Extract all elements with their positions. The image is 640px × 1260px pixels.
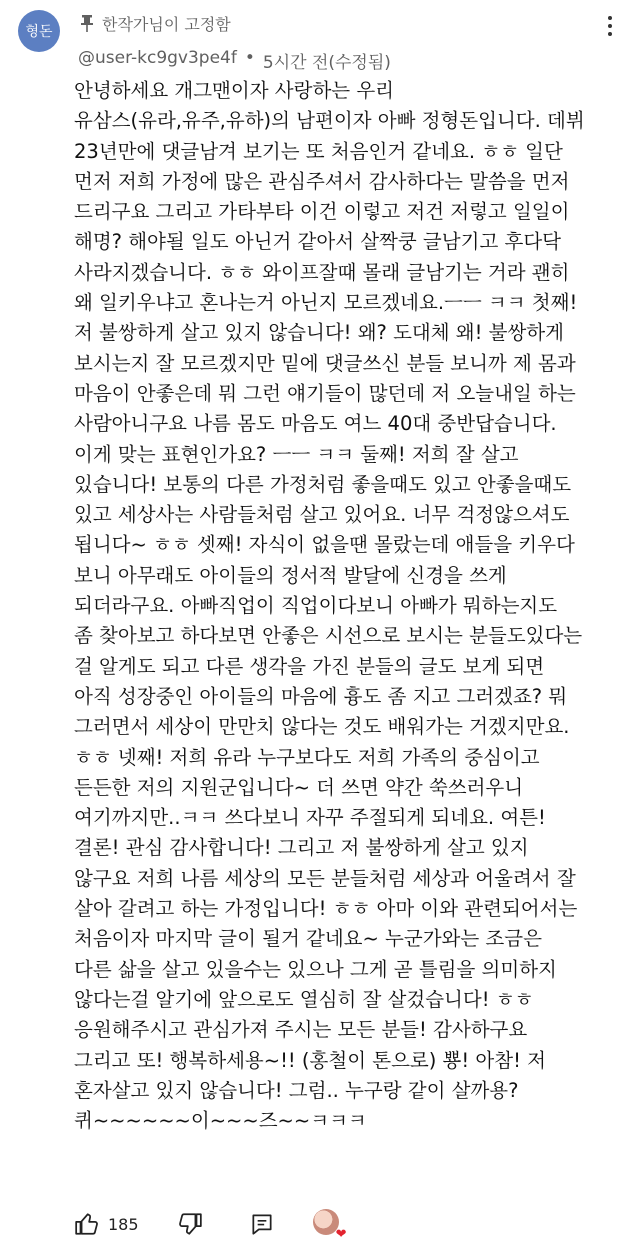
like-count: 185 — [108, 1214, 139, 1234]
comment-line: 처음이자 마지막 글이 될거 같네요~ 누군가와는 조금은 — [74, 927, 542, 951]
comment-line: 살아 갈려고 하는 가정입니다! ㅎㅎ 아마 이와 관련되어서는 — [74, 897, 578, 921]
comment-line: 아직 성장중인 아이들의 마음에 흉도 좀 지고 그러겠죠? 뭐 — [74, 684, 568, 708]
comment-line: 여기까지만..ㅋㅋ 쓰다보니 자꾸 주절되게 되네요. 여튼! — [74, 806, 546, 830]
more-vert-icon[interactable] — [598, 12, 622, 40]
comment-line: 퀴~~~~~~이~~~즈~~ㅋㅋㅋ — [74, 1109, 367, 1133]
comment-line: 안녕하세요 개그맨이자 사랑하는 우리 — [74, 79, 394, 102]
comment-line: 그러면서 세상이 만만치 않다는 것도 배워가는 거겠지만요. — [74, 715, 570, 739]
comment-line: 저 불쌍하게 살고 있지 않습니다! 왜? 도대체 왜! 불쌍하게 — [74, 321, 564, 345]
comment-actions — [74, 1208, 347, 1242]
comment-line: 사라지겠습니다. ㅎㅎ 와이프잘때 몰래 글남기는 거라 괜히 — [74, 260, 570, 284]
comment-body — [74, 76, 624, 1136]
like-button[interactable] — [74, 1211, 177, 1237]
comment-time: 5시간 전(수정됨) — [262, 53, 391, 73]
dislike-button[interactable] — [177, 1211, 203, 1237]
comment-line: 응원해주시고 관심가져 주시는 모든 분들! 감사하구요 — [74, 1018, 528, 1042]
comment-line: 왜 일키우냐고 혼나는거 아닌지 모르겠네요.ㅡㅡ ㅋㅋ 첫째! — [74, 291, 578, 315]
thumbs-down-icon — [177, 1211, 203, 1237]
comment-line: 보니 아무래도 아이들의 정서적 발달에 신경을 쓰게 — [74, 563, 507, 587]
comment-line: 유삼스(유라,유주,유하)의 남편이자 아빠 정형돈입니다. 데뷔 — [74, 109, 585, 133]
comment-meta — [78, 48, 391, 73]
comment-line: 드리구요 그리고 가타부타 이건 이렇고 저건 저렇고 일일이 — [74, 200, 570, 224]
pin-icon — [80, 14, 94, 32]
pinned-indicator — [80, 12, 231, 34]
meta-separator: • — [244, 48, 255, 68]
thumbs-up-icon — [74, 1211, 100, 1237]
comment-line: 먼저 저희 가정에 많은 관심주셔서 감사하다는 말씀을 먼저 — [74, 169, 570, 193]
comment-line: 않다는걸 알기에 앞으로도 열심히 잘 살겄습니다! ㅎㅎ — [74, 987, 534, 1011]
comment-line: ㅎㅎ 넷째! 저희 유라 누구보다도 저희 가족의 중심이고 — [74, 745, 540, 769]
comment-line: 사람아니구요 나름 몸도 마음도 여느 40대 중반답습니다. — [74, 412, 557, 436]
reply-icon — [249, 1211, 275, 1237]
comment-line: 그리고 또! 행복하세용~!! (홍철이 톤으로) 뿅! 아참! 저 — [74, 1048, 546, 1072]
comment-line: 23년만에 댓글남겨 보기는 또 처음인거 같네요. ㅎㅎ 일단 — [74, 139, 563, 163]
comment-line: 보시는지 잘 모르겠지만 밑에 댓글쓰신 분들 보니까 제 몸과 — [74, 351, 576, 375]
creator-heart-icon — [313, 1209, 347, 1242]
heart-icon: ❤ — [335, 1227, 347, 1242]
comment-line: 걸 알게도 되고 다른 생각을 가진 분들의 글도 보게 되면 — [74, 654, 545, 678]
comment-line: 있고 세상사는 사람들처럼 살고 있어요. 너무 걱정않으셔도 — [74, 503, 570, 527]
comment-line: 있습니다! 보통의 다른 가정처럼 좋을때도 있고 안좋을때도 — [74, 472, 572, 496]
comment-line: 이게 맞는 표현인가요? ㅡㅡ ㅋㅋ 둘째! 저희 잘 살고 — [74, 442, 519, 466]
reply-button[interactable] — [249, 1211, 275, 1237]
comment-line: 않구요 저희 나름 세상의 모든 분들처럼 세상과 어울려서 잘 — [74, 866, 576, 890]
comment-line: 좀 찾아보고 하다보면 안좋은 시선으로 보시는 분들도있다는 — [74, 624, 583, 648]
creator-avatar — [313, 1209, 339, 1235]
comment-line: 다른 삶을 살고 있을수는 있으나 그게 곧 틀림을 의미하지 — [74, 957, 557, 981]
comment-line: 혼자살고 있지 않습니다! 그럼.. 누구랑 같이 살까용? — [74, 1078, 519, 1102]
comment-line: 마음이 안좋은데 뭐 그런 얘기들이 많던데 저 오늘내일 하는 — [74, 381, 576, 405]
comment-line: 되더라구요. 아빠직업이 직업이다보니 아빠가 뭐하는지도 — [74, 594, 558, 618]
author-handle[interactable]: @user-kc9gv3pe4f — [78, 48, 237, 68]
pinned-label: 한작가님이 고정함 — [102, 14, 231, 34]
comment-line: 됩니다~ ㅎㅎ 셋째! 자식이 없을땐 몰랐는데 애들을 키우다 — [74, 533, 575, 557]
comment-line: 결론! 관심 감사합니다! 그리고 저 불쌍하게 살고 있지 — [74, 836, 529, 860]
commenter-avatar[interactable]: 형돈 — [18, 10, 60, 52]
comment-line: 해명? 해야될 일도 아닌거 같아서 살짝쿵 글남기고 후다닥 — [74, 230, 561, 254]
comment-line: 든든한 저의 지원군입니다~ 더 쓰면 약간 쑥쓰러우니 — [74, 775, 524, 799]
